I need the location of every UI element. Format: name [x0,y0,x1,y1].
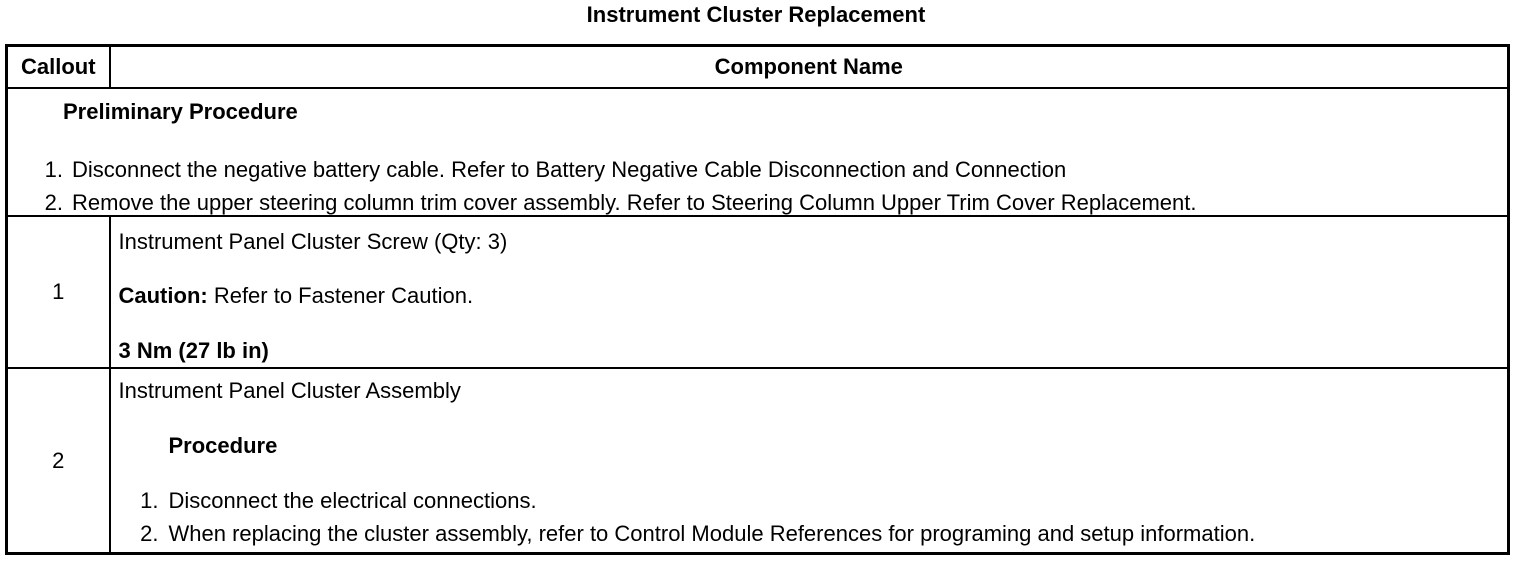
preliminary-heading: Preliminary Procedure [63,98,298,124]
procedure-steps [111,484,1256,550]
table-header-row [7,46,1509,88]
preliminary-row [7,88,1509,216]
step-number: 1. [44,156,63,182]
component-name: Instrument Panel Cluster Assembly [118,378,461,404]
procedure-heading: Procedure [168,433,278,459]
table-row [7,368,1509,553]
step-text: Disconnect the negative battery cable. Refer to Battery Negative Cable Disconnection and Connection [72,156,1067,182]
list-item [111,484,1256,517]
caution-label: Caution: [118,282,208,308]
callout-cell: 2 [7,368,110,553]
step-text: Disconnect the electrical connections. [168,488,537,514]
step-number: 2. [140,521,159,547]
table-row [7,216,1509,368]
list-item [111,517,1256,550]
step-number: 2. [44,189,63,215]
caution-note [119,283,474,309]
step-text: Remove the upper steering column trim cover assembly. Refer to Steering Column Upper Trim Cover Replacement. [72,189,1197,215]
preliminary-steps [8,153,1197,219]
list-item [8,153,1197,186]
component-table [5,44,1510,555]
torque-spec: 3 Nm (27 lb in) [118,337,269,363]
preliminary-cell [7,88,1509,216]
component-name: Instrument Panel Cluster Screw (Qty: 3) [118,228,508,254]
header-callout: Callout [7,46,110,88]
callout-cell: 1 [7,216,110,368]
caution-text: Refer to Fastener Caution. [207,282,474,308]
step-number: 1. [140,488,159,514]
component-cell [110,216,1509,368]
component-cell [110,368,1509,553]
document-title: Instrument Cluster Replacement [586,2,926,27]
list-item [8,186,1197,219]
header-component-name: Component Name [110,46,1509,88]
step-text: When replacing the cluster assembly, refer to Control Module References for programing and setup information. [168,521,1256,547]
